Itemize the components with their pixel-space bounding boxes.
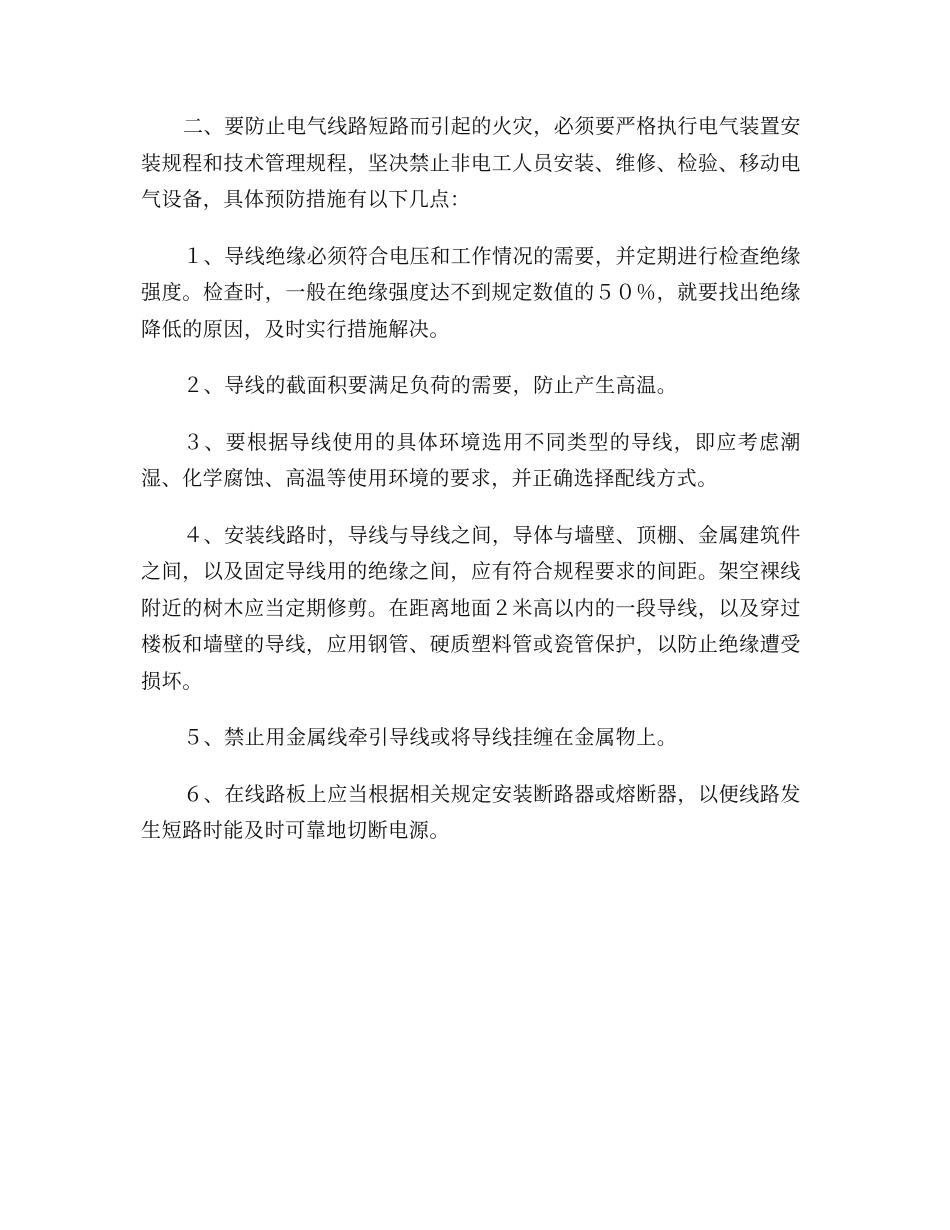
paragraph-item-2: ２、导线的截面积要满足负荷的需要，防止产生高温。 [183,373,678,397]
paragraph-item-5: ５、禁止用金属线牵引导线或将导线挂缠在金属物上。 [183,725,678,749]
document-body [141,108,801,869]
paragraph-item-6: ６、在线路板上应当根据相关规定安装断路器或熔断器，以便线路发生短路时能及时可靠地切断电源。 [141,781,801,842]
paragraph-item-1: １、导线绝缘必须符合电压和工作情况的需要，并定期进行检查绝缘强度。检查时，一般在绝缘强度达不到规定数值的５０％，就要找出绝缘降低的原因，及时实行措施解决。 [141,243,801,341]
paragraph-intro: 二、要防止电气线路短路而引起的火灾，必须要严格执行电气装置安装规程和技术管理规程，坚决禁止非电工人员安装、维修、检验、移动电气设备，具体预防措施有以下几点： [141,114,801,211]
paragraph-item-4: ４、安装线路时，导线与导线之间，导体与墙壁、顶棚、金属建筑件之间，以及固定导线用的绝缘之间，应有符合规程要求的间距。架空裸线附近的树木应当定期修剪。在距离地面２米高以内的一段导线，以及穿过楼板和墙壁的导线，应用钢管、硬质塑料管或瓷管保护，以防止绝缘遭受损坏。 [141,522,801,693]
paragraph-item-3: ３、要根据导线使用的具体环境选用不同类型的导线，即应考虑潮湿、化学腐蚀、高温等使用环境的要求，并正确选择配线方式。 [141,429,801,490]
